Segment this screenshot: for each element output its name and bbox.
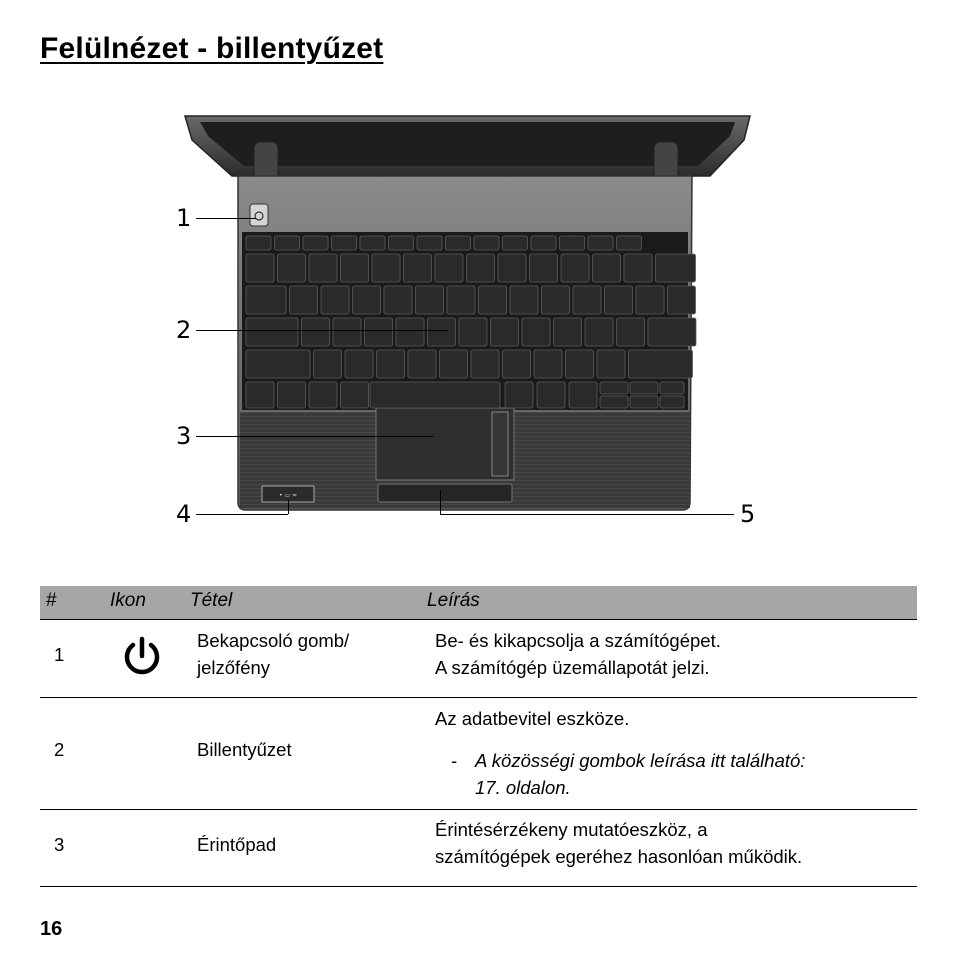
keyboard-key xyxy=(309,254,337,282)
keyboard-key xyxy=(471,350,499,378)
keyboard-key xyxy=(246,254,274,282)
callout-3-line xyxy=(196,436,434,437)
keyboard-key xyxy=(377,350,405,378)
page-title: Felülnézet - billentyűzet xyxy=(40,32,384,65)
keyboard-key xyxy=(360,236,385,250)
keyboard-key xyxy=(435,254,463,282)
callout-4-line xyxy=(196,514,288,515)
keyboard-key xyxy=(554,318,582,346)
keyboard-key xyxy=(333,318,361,346)
keyboard-key xyxy=(534,350,562,378)
keyboard-key xyxy=(389,236,414,250)
keyboard-key xyxy=(365,318,393,346)
laptop-top-view-illustration xyxy=(170,100,770,530)
callout-5: 5 xyxy=(740,500,756,528)
keyboard-key xyxy=(588,236,613,250)
callout-4-connector xyxy=(288,500,289,514)
keyboard-key xyxy=(522,318,550,346)
header-description: Leírás xyxy=(427,590,480,611)
callout-2-line xyxy=(196,330,448,331)
keyboard-key xyxy=(467,254,495,282)
row-description: Az adatbevitel eszköze. xyxy=(435,708,630,729)
header-icon: Ikon xyxy=(110,590,146,611)
keyboard-key xyxy=(600,382,628,394)
bullet-dash: - xyxy=(451,750,458,771)
table-row xyxy=(40,809,917,887)
keyboard-key xyxy=(597,350,625,378)
keyboard-key xyxy=(246,318,298,346)
keyboard-key xyxy=(275,236,300,250)
row-number: 1 xyxy=(54,644,65,665)
keyboard-key xyxy=(593,254,621,282)
header-number: # xyxy=(46,590,57,611)
keyboard-key xyxy=(531,236,556,250)
keyboard-key xyxy=(440,350,468,378)
callout-1-line xyxy=(196,218,256,219)
table-header xyxy=(40,586,917,620)
keyboard-key xyxy=(332,236,357,250)
header-item: Tétel xyxy=(190,590,233,611)
keyboard-key xyxy=(370,382,500,408)
keyboard-key xyxy=(372,254,400,282)
row-item: Billentyűzet xyxy=(197,739,292,760)
callout-5-line xyxy=(440,514,734,515)
keyboard-key xyxy=(341,254,369,282)
keyboard-key xyxy=(246,286,286,314)
callout-3: 3 xyxy=(176,422,192,450)
keyboard-key xyxy=(474,236,499,250)
keyboard-key xyxy=(446,236,471,250)
keyboard-key xyxy=(630,382,658,394)
keyboard-key xyxy=(605,286,633,314)
keyboard-key xyxy=(321,286,349,314)
svg-text:• ▭ ≈: • ▭ ≈ xyxy=(278,492,298,499)
callout-4: 4 xyxy=(176,500,192,528)
keyboard-key xyxy=(447,286,475,314)
keyboard-key xyxy=(585,318,613,346)
keyboard-key xyxy=(566,350,594,378)
keyboard-key xyxy=(660,396,684,408)
table-row xyxy=(40,620,917,698)
keyboard-key xyxy=(246,382,274,408)
keyboard-key xyxy=(561,254,589,282)
keyboard-key xyxy=(303,236,328,250)
keyboard-key xyxy=(459,318,487,346)
keyboard-key xyxy=(648,318,696,346)
keyboard-key xyxy=(656,254,696,282)
power-icon xyxy=(120,634,164,678)
keyboard-key xyxy=(302,318,330,346)
callout-2: 2 xyxy=(176,316,192,344)
keyboard-key xyxy=(396,318,424,346)
keyboard-key xyxy=(573,286,601,314)
keyboard-key xyxy=(530,254,558,282)
keyboard-key xyxy=(569,382,597,408)
keyboard-key xyxy=(246,236,271,250)
keyboard-key xyxy=(278,254,306,282)
bullet-text: A közösségi gombok leírása itt található: 17. oldalon. xyxy=(475,750,806,798)
table-row xyxy=(40,697,917,810)
keyboard-key xyxy=(629,350,693,378)
keyboard-key xyxy=(417,236,442,250)
keyboard-key xyxy=(537,382,565,408)
keyboard-key xyxy=(428,318,456,346)
keyboard-key xyxy=(505,382,533,408)
keyboard-key xyxy=(600,396,628,408)
row-item: Bekapcsoló gomb/ jelzőfény xyxy=(197,630,350,678)
keyboard-key xyxy=(314,350,342,378)
keyboard-key xyxy=(491,318,519,346)
keyboard-key xyxy=(636,286,664,314)
keyboard-key xyxy=(416,286,444,314)
keyboard-key xyxy=(278,382,306,408)
keyboard-key xyxy=(498,254,526,282)
callout-5-connector xyxy=(440,490,441,514)
row-description: Érintésérzékeny mutatóeszköz, a számítógépek egeréhez hasonlóan működik. xyxy=(435,819,803,867)
keyboard-key xyxy=(345,350,373,378)
keyboard-key xyxy=(353,286,381,314)
page-number: 16 xyxy=(40,918,63,940)
keyboard-key xyxy=(384,286,412,314)
callout-1: 1 xyxy=(176,204,192,232)
keyboard-key xyxy=(404,254,432,282)
keyboard-key xyxy=(542,286,570,314)
keyboard-key xyxy=(246,350,310,378)
keyboard-key xyxy=(630,396,658,408)
keyboard-key xyxy=(309,382,337,408)
keyboard-key xyxy=(660,382,684,394)
keyboard-key xyxy=(503,350,531,378)
row-item: Érintőpad xyxy=(197,834,277,855)
keyboard-key xyxy=(510,286,538,314)
keyboard-key xyxy=(617,236,642,250)
keyboard-key xyxy=(624,254,652,282)
keyboard-key xyxy=(617,318,645,346)
keyboard-key xyxy=(408,350,436,378)
keyboard-key xyxy=(560,236,585,250)
row-description: Be- és kikapcsolja a számítógépet. A számítógép üzemállapotát jelzi. xyxy=(435,630,721,678)
row-number: 2 xyxy=(54,739,65,760)
row-number: 3 xyxy=(54,834,65,855)
keyboard-key xyxy=(479,286,507,314)
keyboard-key xyxy=(503,236,528,250)
keyboard-key xyxy=(341,382,369,408)
keyboard-key xyxy=(668,286,696,314)
keyboard-key xyxy=(290,286,318,314)
